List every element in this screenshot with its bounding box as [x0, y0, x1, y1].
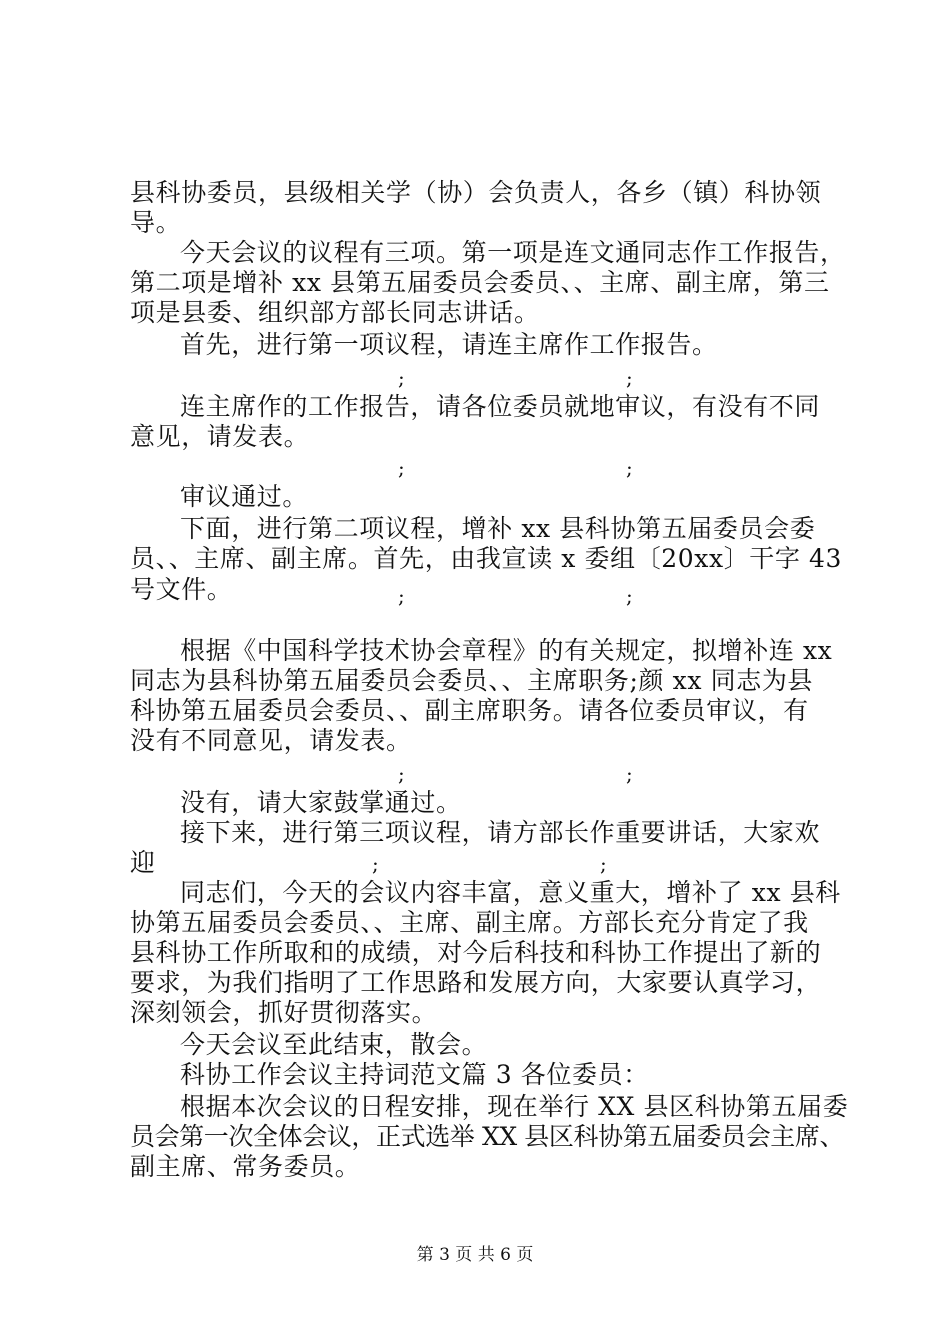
- text-line: 首先，进行第一项议程，请连主席作工作报告。: [180, 330, 718, 359]
- separator-mark: ;: [600, 852, 607, 876]
- text-line: 号文件。: [130, 575, 233, 604]
- text-line: 没有，请大家鼓掌通过。: [180, 788, 462, 817]
- text-line: 员会第一次全体会议，正式选举 XX 县区科协第五届委员会主席、: [130, 1122, 845, 1151]
- text-line: 第二项是增补 xx 县第五届委员会委员、、主席、副主席，第三: [130, 268, 830, 297]
- text-line: 科协工作会议主持词范文篇 3 各位委员：: [180, 1060, 649, 1089]
- separator-mark: ;: [398, 366, 405, 390]
- text-line: 今天会议的议程有三项。第一项是连文通同志作工作报告，: [180, 238, 846, 267]
- text-line: 今天会议至此结束，散会。: [180, 1030, 488, 1059]
- text-line: 同志们，今天的会议内容丰富，意义重大，增补了 xx 县科: [180, 878, 841, 907]
- separator-mark: ;: [626, 762, 633, 786]
- text-line: 员、、主席、副主席。首先，由我宣读 x 委组〔20xx〕干字 43: [130, 544, 843, 573]
- text-line: 协第五届委员会委员、、主席、副主席。方部长充分肯定了我: [130, 908, 809, 937]
- text-line: 项是县委、组织部方部长同志讲话。: [130, 298, 540, 327]
- text-line: 深刻领会，抓好贯彻落实。: [130, 998, 438, 1027]
- separator-mark: ;: [626, 584, 633, 608]
- separator-mark: ;: [398, 762, 405, 786]
- separator-mark: ;: [398, 456, 405, 480]
- text-line: 意见，请发表。: [130, 422, 310, 451]
- page-footer: 第 3 页 共 6 页: [416, 1245, 534, 1265]
- text-line: 没有不同意见，请发表。: [130, 726, 412, 755]
- text-line: 连主席作的工作报告，请各位委员就地审议，有没有不同: [180, 392, 821, 421]
- text-line: 同志为县科协第五届委员会委员、、主席职务;颜 xx 同志为县: [130, 666, 814, 695]
- text-line: 下面，进行第二项议程，增补 xx 县科协第五届委员会委: [180, 514, 816, 543]
- text-line: 根据《中国科学技术协会章程》的有关规定，拟增补连 xx: [180, 636, 833, 665]
- separator-mark: ;: [626, 456, 633, 480]
- separator-mark: ;: [372, 852, 379, 876]
- text-line: 要求，为我们指明了工作思路和发展方向，大家要认真学习，: [130, 968, 822, 997]
- text-line: 导。: [130, 208, 182, 237]
- text-line: 审议通过。: [180, 482, 309, 511]
- text-line: 县科协工作所取和的成绩，对今后科技和科协工作提出了新的: [130, 938, 822, 967]
- text-line: 县科协委员，县级相关学（协）会负责人，各乡（镇）科协领: [130, 178, 822, 207]
- text-line: 副主席、常务委员。: [130, 1152, 361, 1181]
- separator-mark: ;: [398, 584, 405, 608]
- text-line: 迎: [130, 848, 156, 877]
- text-line: 科协第五届委员会委员、、副主席职务。请各位委员审议，有: [130, 696, 809, 725]
- text-line: 根据本次会议的日程安排，现在举行 XX 县区科协第五届委: [180, 1092, 849, 1121]
- text-line: 接下来，进行第三项议程，请方部长作重要讲话，大家欢: [180, 818, 821, 847]
- separator-mark: ;: [626, 366, 633, 390]
